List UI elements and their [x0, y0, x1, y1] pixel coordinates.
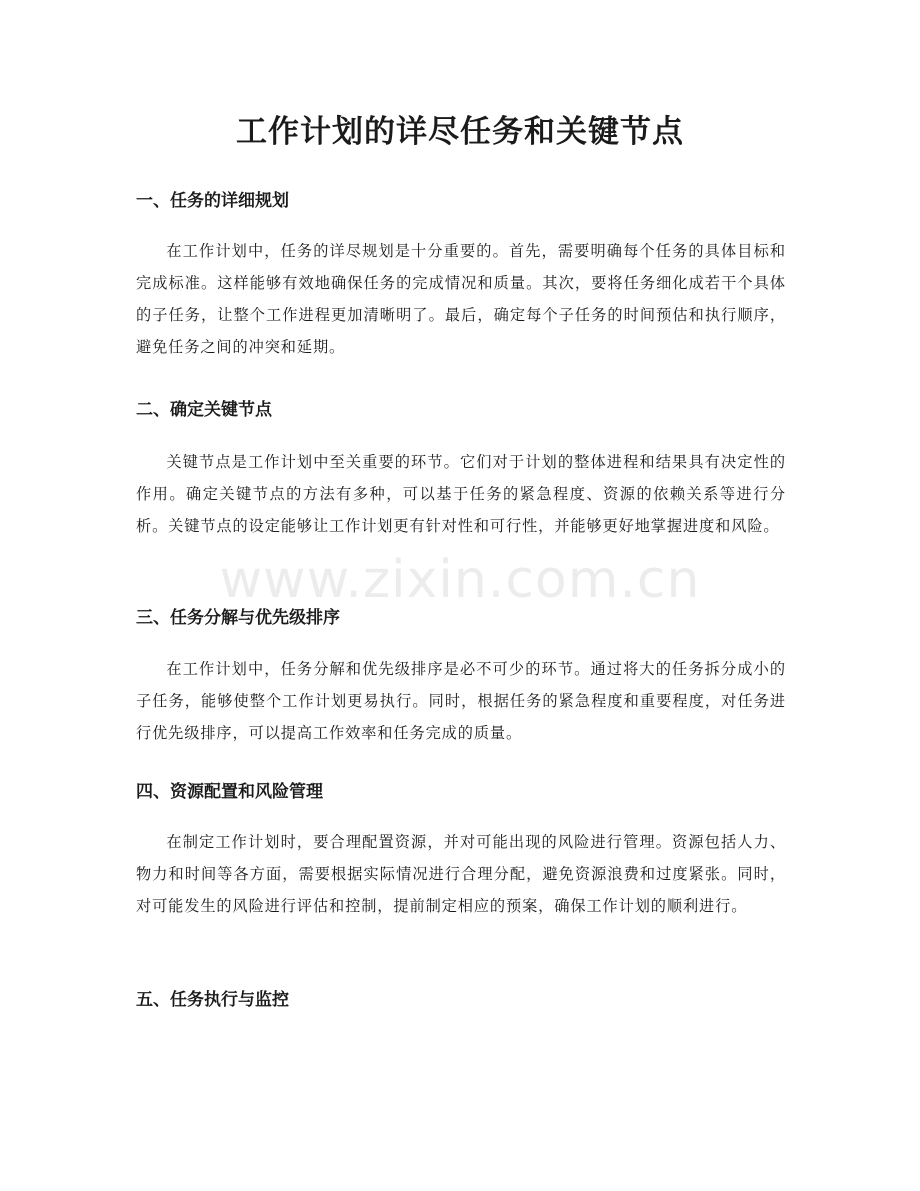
section-heading-2: 二、确定关键节点 [136, 400, 272, 420]
section-heading-5: 五、任务执行与监控 [136, 990, 289, 1010]
section-heading-4: 四、资源配置和风险管理 [136, 782, 323, 802]
section-paragraph-2: 关键节点是工作计划中至关重要的环节。它们对于计划的整体进程和结果具有决定性的作用。确定关键节点的方法有多种，可以基于任务的紧急程度、资源的依赖关系等进行分析。关键节点的设定能够让工作计划更有针对性和可行性，并能够更好地掌握进度和风险。 [136, 453, 786, 535]
section-paragraph-3: 在工作计划中，任务分解和优先级排序是必不可少的环节。通过将大的任务拆分成小的子任务，能够使整个工作计划更易执行。同时，根据任务的紧急程度和重要程度，对任务进行优先级排序，可以提高工作效率和任务完成的质量。 [136, 660, 786, 742]
document-title: 工作计划的详尽任务和关键节点 [236, 114, 684, 150]
section-heading-1: 一、任务的详细规划 [136, 191, 289, 211]
section-paragraph-4: 在制定工作计划时，要合理配置资源，并对可能出现的风险进行管理。资源包括人力、物力和时间等各方面，需要根据实际情况进行合理分配，避免资源浪费和过度紧张。同时，对可能发生的风险进行评估和控制，提前制定相应的预案，确保工作计划的顺利进行。 [136, 833, 786, 915]
watermark: www.zixin.com.cn [219, 550, 701, 610]
section-heading-3: 三、任务分解与优先级排序 [136, 608, 340, 628]
section-paragraph-1: 在工作计划中，任务的详尽规划是十分重要的。首先，需要明确每个任务的具体目标和完成标准。这样能够有效地确保任务的完成情况和质量。其次，要将任务细化成若干个具体的子任务，让整个工作进程更加清晰明了。最后，确定每个子任务的时间预估和执行顺序，避免任务之间的冲突和延期。 [136, 242, 786, 356]
